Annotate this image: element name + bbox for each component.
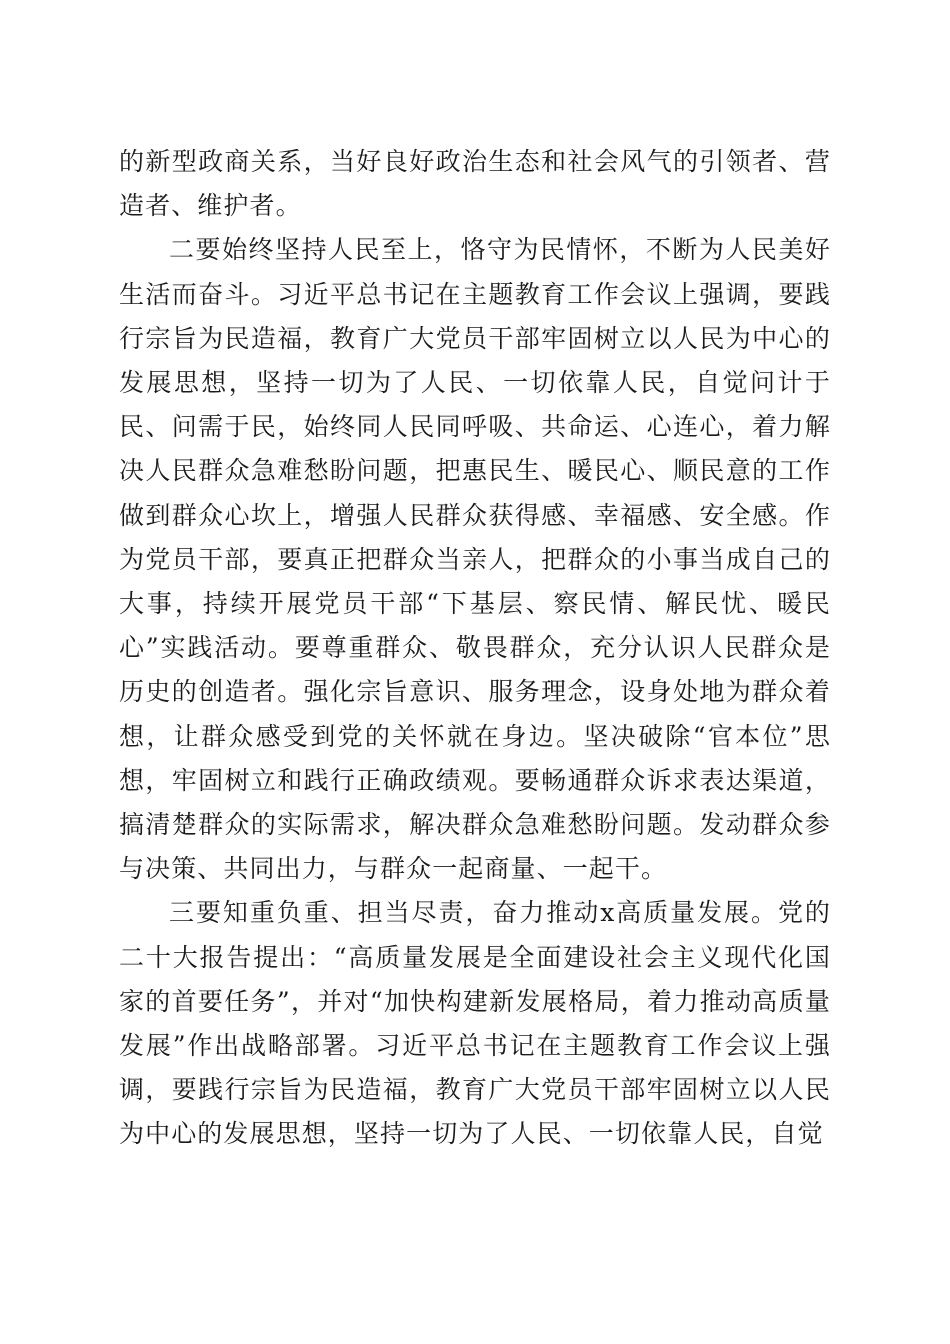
paragraph-continuation: 的新型政商关系，当好良好政治生态和社会风气的引领者、营造者、维护者。	[119, 147, 831, 221]
paragraph-point-three: 三要知重负重、担当尽责，奋力推动x高质量发展。党的二十大报告提出：“高质量发展是全面建设社会主义现代化国家的首要任务”，并对“加快构建新发展格局，着力推动高质量发展”作出战略部署。习近平总书记在主题教育工作会议上强调，要践行宗旨为民造福，教育广大党员干部牢固树立以人民为中心的发展思想，坚持一切为了人民、一切依靠人民，自觉	[119, 898, 831, 1149]
paragraph-point-two: 二要始终坚持人民至上，恪守为民情怀，不断为人民美好生活而奋斗。习近平总书记在主题教育工作会议上强调，要践行宗旨为民造福，教育广大党员干部牢固树立以人民为中心的发展思想，坚持一切为了人民、一切依靠人民，自觉问计于民、问需于民，始终同人民同呼吸、共命运、心连心，着力解决人民群众急难愁盼问题，把惠民生、暖民心、顺民意的工作做到群众心坎上，增强人民群众获得感、幸福感、安全感。作为党员干部，要真正把群众当亲人，把群众的小事当成自己的大事，持续开展党员干部“下基层、察民情、解民忧、暖民心”实践活动。要尊重群众、敬畏群众，充分认识人民群众是历史的创造者。强化宗旨意识、服务理念，设身处地为群众着想，让群众感受到党的关怀就在身边。坚决破除“官本位”思想，牢固树立和践行正确政绩观。要畅通群众诉求表达渠道，搞清楚群众的实际需求，解决群众急难愁盼问题。发动群众参与决策、共同出力，与群众一起商量、一起干。	[119, 235, 831, 884]
document-body	[119, 140, 831, 1157]
